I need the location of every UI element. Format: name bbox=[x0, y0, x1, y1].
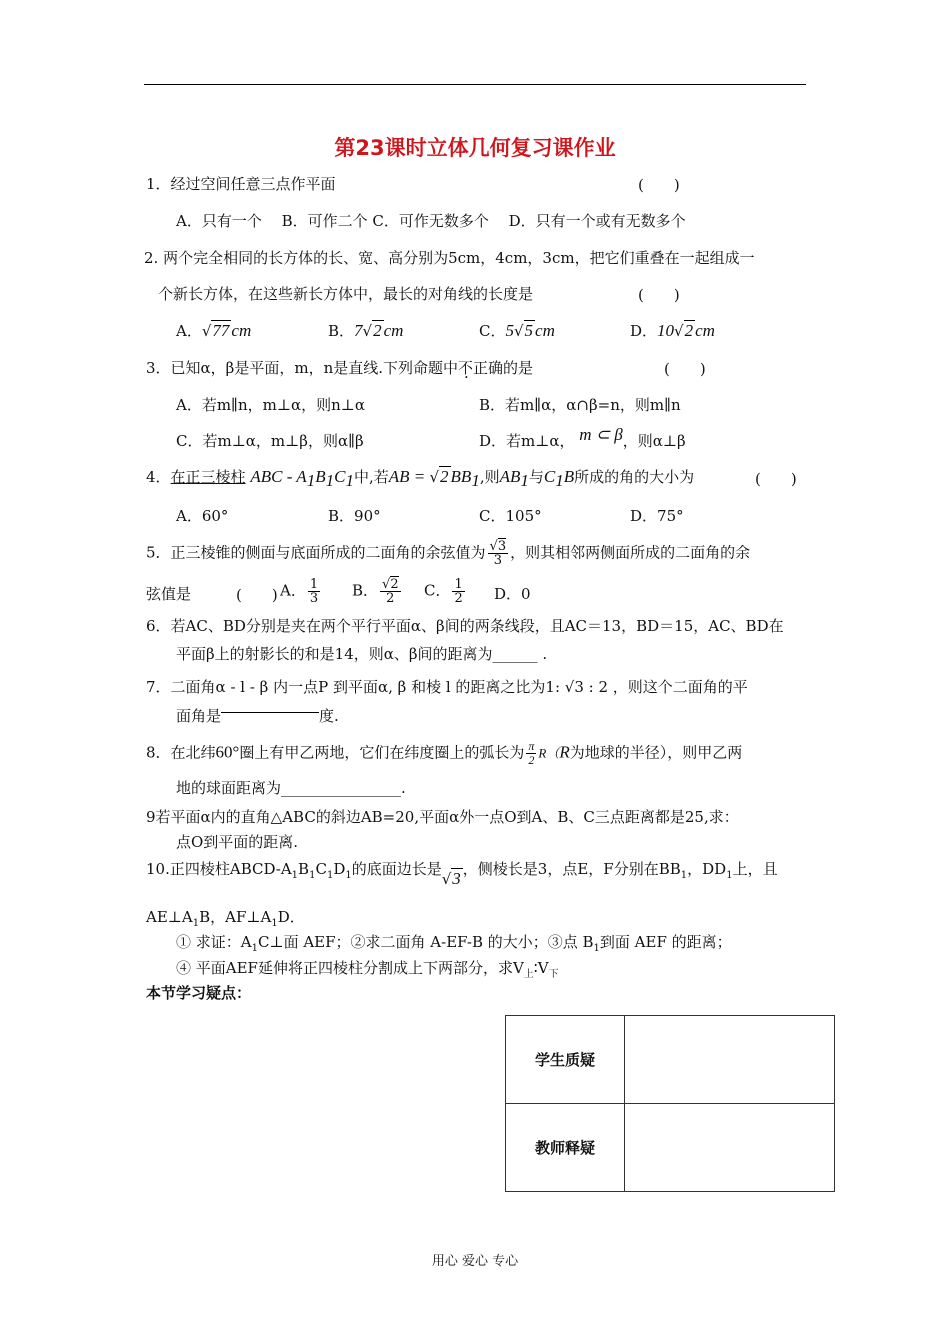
q2-option-c-label: C． bbox=[479, 322, 506, 340]
q4-radicand: 2 bbox=[440, 467, 449, 486]
q2-option-d-unit: cm bbox=[695, 321, 715, 340]
q4-math-5: BB bbox=[450, 467, 472, 486]
q6-line1: 6．若AC、BD分别是夹在两个平行平面α、β间的两条线段，且AC＝13，BD＝15，AC、BD在 bbox=[146, 617, 784, 635]
q2-option-a-unit: cm bbox=[231, 321, 252, 340]
q5-stem-line2: 弦值是 bbox=[146, 585, 192, 603]
q8-latitude: 60° bbox=[215, 742, 240, 762]
q2-option-d-radicand: 2 bbox=[684, 321, 694, 340]
frac-num: 1 bbox=[309, 577, 319, 592]
q8-line1 bbox=[146, 740, 742, 767]
q2-option-c bbox=[479, 320, 555, 341]
q10-line1-e: 上，且 bbox=[732, 860, 778, 878]
q10-line1-c: ，侧棱长是3，点E，F分别在BB bbox=[462, 860, 681, 878]
q1-answer-paren: ( ) bbox=[638, 176, 680, 194]
q6-line2: 平面β上的射影长的和是14，则α、β间的距离为______ . bbox=[176, 645, 548, 663]
student-question-label: 学生质疑 bbox=[506, 1016, 625, 1104]
q3-option-b: B．若m∥α，α∩β=n，则m∥n bbox=[479, 396, 681, 414]
subscript: 1 bbox=[680, 870, 688, 881]
q4-option-b: B．90° bbox=[328, 507, 381, 525]
q8-line2: 地的球面距离为________________. bbox=[176, 779, 406, 797]
q7-line1: 7．二面角α - l - β 内一点P 到平面α, β 和棱 l 的距离之比为1: √3 : 2 ，则这个二面角的平 bbox=[146, 678, 748, 696]
q4-text-4: 所成的角的大小为 bbox=[574, 468, 695, 486]
q10-m1: B bbox=[298, 860, 310, 878]
q7-line2-b: 度. bbox=[319, 707, 339, 725]
q2-option-c-coef: 5 bbox=[505, 321, 514, 340]
q5-option-c-label: C． bbox=[424, 581, 451, 600]
frac-den: 2 bbox=[386, 591, 395, 606]
q8-line1-c: R（ bbox=[538, 745, 560, 761]
q4-text-1: 中,若 bbox=[353, 468, 389, 486]
subscript: 1 bbox=[251, 943, 258, 954]
q2-option-b-radicand: 2 bbox=[373, 321, 382, 340]
q2-option-a-label: A． bbox=[176, 322, 202, 340]
q5-option-a bbox=[280, 578, 322, 605]
frac-den: 3 bbox=[309, 591, 319, 606]
sqrt-symbol-icon: √ bbox=[674, 322, 684, 340]
q8-line1-d: R bbox=[559, 742, 570, 762]
q3-answer-paren: ( ) bbox=[664, 360, 706, 378]
q2-option-b-coef: 7 bbox=[354, 321, 363, 340]
subscript: 1 bbox=[345, 471, 354, 490]
q9-line2: 点O到平面的距离. bbox=[176, 833, 299, 851]
q2-option-c-unit: cm bbox=[535, 321, 555, 340]
q4-text-2: ,则 bbox=[479, 468, 500, 486]
subscript: 下 bbox=[548, 969, 559, 980]
questions-table bbox=[505, 1015, 835, 1192]
q5-fraction bbox=[488, 540, 509, 567]
q7-line2 bbox=[176, 706, 339, 726]
sqrt-symbol-icon: √ bbox=[201, 322, 212, 340]
q8-line1-a: 8．在北纬 bbox=[146, 743, 216, 762]
q10-line4 bbox=[176, 958, 559, 985]
subscript: 1 bbox=[345, 870, 352, 881]
q5-option-a-label: A． bbox=[280, 581, 306, 600]
q10-line2 bbox=[146, 907, 305, 934]
q10-m2: C bbox=[315, 860, 327, 878]
q5-answer-paren: ( ) bbox=[236, 586, 278, 604]
frac-num: π bbox=[528, 739, 535, 753]
q10-line1-a: 10.正四棱柱ABCD-A bbox=[146, 860, 292, 878]
q10-line3-b: C⊥面 AEF；②求二面角 A-EF-B 的大小；③点 B bbox=[257, 933, 594, 951]
q4-stem bbox=[146, 466, 694, 491]
q5-stem-b: ，则其相邻两侧面所成的二面角的余 bbox=[510, 543, 751, 562]
q4-option-a: A．60° bbox=[176, 507, 229, 525]
q4-answer-paren: ( ) bbox=[755, 470, 797, 488]
q3-option-d bbox=[479, 425, 686, 451]
sqrt-symbol-icon: √ bbox=[429, 468, 440, 486]
q4-math-8: B bbox=[563, 467, 575, 486]
q3-stem bbox=[146, 358, 533, 378]
q3-option-d-math: m ⊂ β bbox=[579, 425, 623, 444]
q5-frac-num: 3 bbox=[497, 539, 507, 554]
q2-stem-line1: 2. 两个完全相同的长方体的长、宽、高分别为5cm，4cm，3cm，把它们重叠在一起组成一 bbox=[144, 249, 755, 267]
q10-line2-c: D． bbox=[277, 908, 305, 926]
sqrt-symbol-icon: √ bbox=[441, 870, 452, 888]
header-rule bbox=[144, 84, 806, 85]
q10-line3-c: 到面 AEF 的距离； bbox=[599, 933, 732, 951]
q8-line1-e: 为地球的半径），则甲乙两 bbox=[569, 743, 743, 762]
subscript: 1 bbox=[726, 870, 733, 881]
q4-math-4: AB = bbox=[388, 467, 430, 486]
q2-option-d-label: D． bbox=[630, 322, 658, 340]
subscript: 1 bbox=[291, 870, 299, 881]
sqrt-symbol-icon: √ bbox=[489, 539, 498, 554]
q2-option-b-unit: cm bbox=[383, 321, 404, 340]
q5-option-b-frac bbox=[380, 578, 401, 605]
q5-frac-den: 3 bbox=[493, 553, 502, 568]
q7-line2-a: 面角是 bbox=[176, 707, 222, 725]
q5-option-b bbox=[352, 578, 403, 605]
q10-radicand: 3 bbox=[452, 869, 461, 888]
q8-fraction bbox=[526, 740, 536, 767]
q4-math-7: C bbox=[543, 467, 556, 486]
q10-m3: D bbox=[333, 860, 346, 878]
q7-answer-blank[interactable] bbox=[221, 712, 319, 713]
q3-option-c: C．若m⊥α，m⊥β，则α∥β bbox=[176, 432, 364, 450]
table-row bbox=[506, 1104, 835, 1192]
subscript: 1 bbox=[520, 471, 529, 490]
subscript: 1 bbox=[192, 918, 200, 929]
student-question-cell[interactable] bbox=[625, 1016, 835, 1104]
q10-line2-a: AE⊥A bbox=[146, 908, 193, 926]
q10-line1-b: 的底面边长是 bbox=[351, 860, 442, 878]
subscript: 1 bbox=[555, 471, 564, 490]
q4-text-3: 与 bbox=[528, 468, 544, 486]
frac-num: 2 bbox=[390, 577, 399, 592]
q3-option-a: A．若m∥n，m⊥α，则n⊥α bbox=[176, 396, 366, 414]
sqrt-symbol-icon: √ bbox=[362, 322, 373, 340]
q3-stem-emphasis: 不 bbox=[458, 359, 474, 377]
q4-math-6: AB bbox=[499, 467, 521, 486]
sqrt-symbol-icon: √ bbox=[382, 577, 391, 592]
q3-stem-a: 3．已知α，β是平面，m，n是直线.下列命题中 bbox=[146, 359, 458, 377]
q3-stem-b: 正确的是 bbox=[473, 359, 534, 377]
q5-stem-line1 bbox=[146, 540, 750, 567]
page-title: 第23课时立体几何复习课作业 bbox=[334, 136, 616, 160]
frac-num: 1 bbox=[454, 577, 463, 592]
q2-option-b-label: B． bbox=[328, 322, 355, 340]
q10-line1 bbox=[146, 858, 778, 886]
table-row bbox=[506, 1016, 835, 1104]
q10-line4-b: ∶V bbox=[533, 959, 549, 977]
q5-option-a-frac bbox=[308, 578, 320, 605]
q2-answer-paren: ( ) bbox=[638, 286, 680, 304]
q4-stem-underlined: 在正三棱柱 bbox=[170, 468, 246, 486]
q2-option-a-radicand: 77 bbox=[212, 321, 230, 340]
q10-line3-a: ① 求证：A bbox=[176, 933, 252, 951]
q1-stem: 1．经过空间任意三点作平面 bbox=[146, 175, 336, 193]
q2-stem-line2: 个新长方体，在这些新长方体中，最长的对角线的长度是 bbox=[158, 285, 534, 303]
q10-line4-a: ④ 平面AEF延伸将正四棱柱分割成上下两部分，求V bbox=[176, 959, 524, 977]
section-heading: 本节学习疑点： bbox=[146, 984, 252, 1002]
q1-options: A．只有一个 B．可作二个 C．可作无数多个 D．只有一个或有无数多个 bbox=[176, 212, 686, 230]
subscript: 上 bbox=[523, 969, 534, 980]
subscript: 1 bbox=[309, 870, 316, 881]
subscript: 1 bbox=[271, 918, 278, 929]
sqrt-symbol-icon: √ bbox=[513, 322, 524, 340]
q8-line1-b: 圈上有甲乙两地，它们在纬度圈上的弧长为 bbox=[239, 743, 525, 762]
q4-option-c: C．105° bbox=[479, 507, 542, 525]
q4-num: 4． bbox=[146, 468, 171, 486]
subscript: 1 bbox=[306, 471, 316, 490]
subscript: 1 bbox=[326, 870, 334, 881]
q9-line1: 9若平面α内的直角△ABC的斜边AB=20,平面α外一点O到A、B、C三点距离都是25,求： bbox=[146, 808, 739, 826]
q5-option-c bbox=[424, 578, 467, 605]
q2-option-a bbox=[176, 320, 251, 341]
page-footer: 用心 爱心 专心 bbox=[431, 1254, 519, 1269]
subscript: 1 bbox=[471, 471, 480, 490]
frac-den: 2 bbox=[454, 591, 463, 606]
q5-stem-a: 5．正三棱锥的侧面与底面所成的二面角的余弦值为 bbox=[146, 543, 486, 562]
q10-line2-b: B，AF⊥A bbox=[199, 908, 272, 926]
q4-math-3: C bbox=[334, 467, 346, 486]
q5-option-b-label: B． bbox=[352, 581, 379, 600]
q3-option-d-a: D．若m⊥α， bbox=[479, 432, 575, 450]
q2-option-d bbox=[630, 320, 715, 341]
q5-option-c-frac bbox=[452, 578, 464, 605]
subscript: 1 bbox=[325, 471, 335, 490]
q10-line3 bbox=[176, 932, 732, 959]
q10-line1-d: ，DD bbox=[687, 860, 727, 878]
q5-option-d: D．0 bbox=[494, 585, 531, 603]
q4-option-d: D．75° bbox=[630, 507, 684, 525]
q2-option-c-radicand: 5 bbox=[524, 321, 534, 340]
q2-option-b bbox=[328, 320, 403, 341]
teacher-answer-label: 教师释疑 bbox=[506, 1104, 625, 1192]
q2-option-d-coef: 10 bbox=[657, 321, 675, 340]
teacher-answer-cell[interactable] bbox=[625, 1104, 835, 1192]
q4-math-1: ABC - A bbox=[250, 467, 307, 486]
subscript: 1 bbox=[593, 943, 600, 954]
q3-option-d-b: ，则α⊥β bbox=[622, 432, 686, 450]
frac-den: 2 bbox=[528, 753, 535, 767]
q4-math-2: B bbox=[315, 467, 326, 486]
